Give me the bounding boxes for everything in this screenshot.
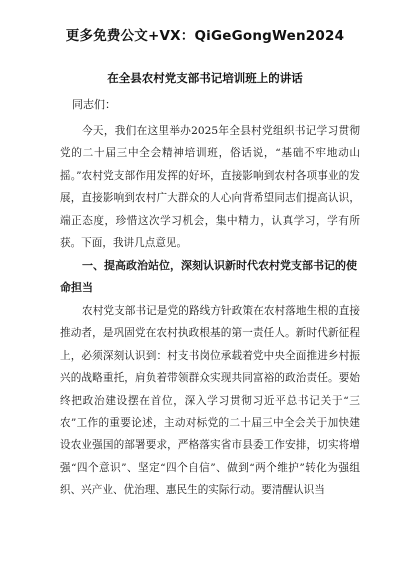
document-title: 在全县农村党支部书记培训班上的讲话: [107, 71, 303, 85]
intro-paragraph: 今天，我们在这里举办2025年全县村党组织书记学习贯彻党的二十届三中全会精神培训班，俗话说，“基础不牢地动山摇。”农村党支部作用发挥的好坏，直接影响到农村各项事业的发展，直接影响到农村广大群众的人心向背希望同志们提高认识，端正态度，珍惜这次学习机会，集中精力，认真学习，学有所获。下面，我讲几点意见。: [60, 125, 360, 250]
watermark-banner: 更多免费公文+VX：QiGeGongWen2024: [65, 28, 345, 44]
salutation: 同志们：: [72, 98, 116, 111]
section-1-paragraph: 农村党支部书记是党的路线方针政策在农村落地生根的直接推动者，是巩固党在农村执政根基的第一责任人。新时代新征程上，必须深刻认识到：村支书岗位承载着党中央全面推进乡村振兴的战略重托，肩负着带领群众实现共同富裕的政治责任。要始终把政治建设摆在首位，深入学习贯彻习近平总书记关于“三农”工作的重要论述，主动对标党的二十届三中全会关于加快建设农业强国的部署要求，严格落实省市县委工作安排，切实将增强“四个意识”、坚定“四个自信”、做到“两个维护”转化为强组织、兴产业、优治理、惠民生的实际行动。要清醒认识当: [60, 305, 360, 497]
section-heading-1: 一、提高政治站位，深刻认识新时代农村党支部书记的使命担当: [60, 259, 357, 294]
